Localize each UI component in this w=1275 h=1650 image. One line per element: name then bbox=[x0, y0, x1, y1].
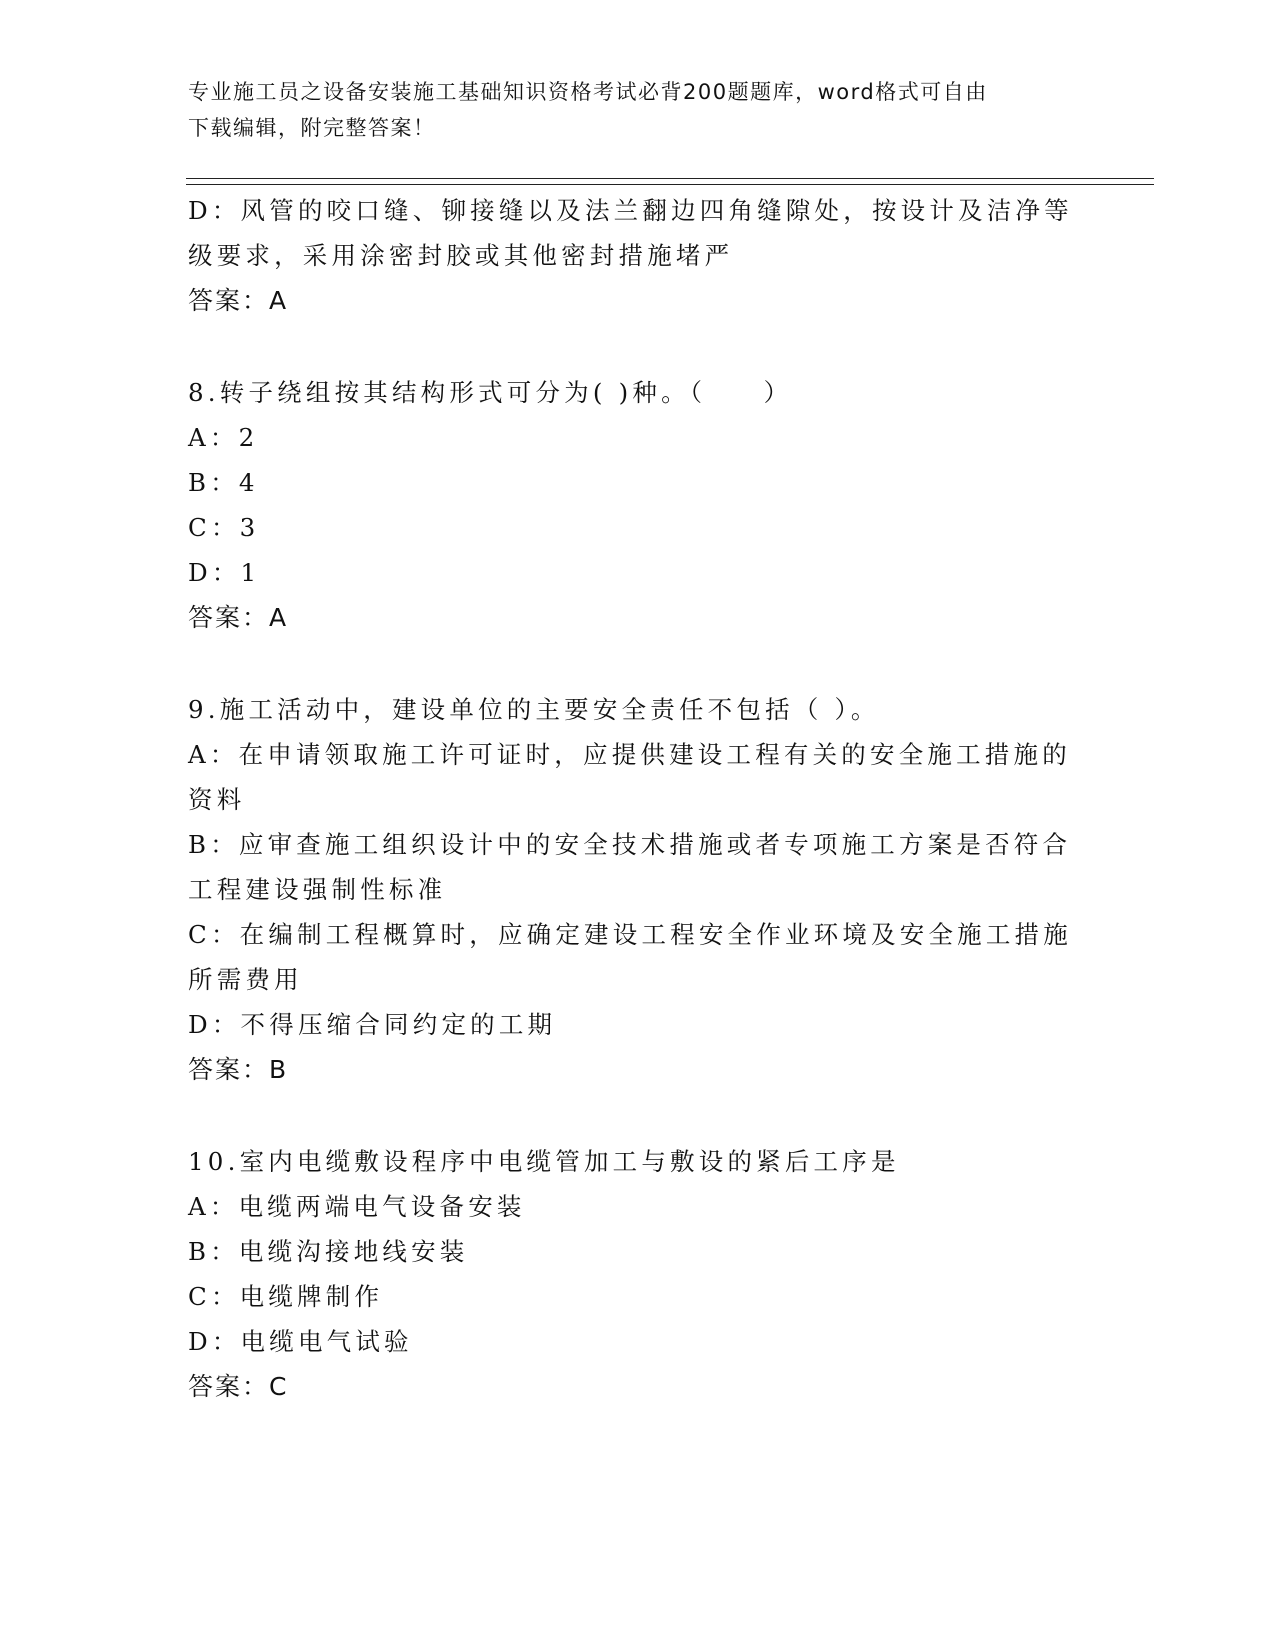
header-divider-bottom bbox=[186, 184, 1154, 185]
answer: 答案：A bbox=[188, 603, 289, 632]
option-d: D：不得压缩合同约定的工期 bbox=[188, 1010, 557, 1039]
option-b-continued: 工程建设强制性标准 bbox=[188, 875, 447, 904]
option-a: A：2 bbox=[188, 423, 259, 452]
question-10 bbox=[188, 1139, 1068, 1409]
question-list bbox=[188, 188, 1073, 1409]
option-a-continued: 资料 bbox=[188, 785, 246, 814]
option-c: C：电缆牌制作 bbox=[188, 1282, 384, 1311]
option-d: D：1 bbox=[188, 558, 261, 587]
answer: 答案：C bbox=[188, 1372, 289, 1401]
option-c: C：在编制工程概算时，应确定建设工程安全作业环境及安全施工措施 bbox=[188, 920, 1072, 949]
header-line-2: 下载编辑，附完整答案！ bbox=[188, 116, 436, 140]
option-c-continued: 所需费用 bbox=[188, 965, 303, 994]
question-stem: 9.施工活动中，建设单位的主要安全责任不包括（ ）。 bbox=[188, 695, 880, 724]
answer: 答案：B bbox=[188, 1055, 289, 1084]
answer: 答案：A bbox=[188, 286, 289, 315]
previous-question-tail bbox=[188, 188, 1073, 323]
option-d: D：风管的咬口缝、铆接缝以及法兰翻边四角缝隙处，按设计及洁净等 bbox=[188, 196, 1073, 225]
option-a: A：电缆两端电气设备安装 bbox=[188, 1192, 526, 1221]
question-stem: 10.室内电缆敷设程序中电缆管加工与敷设的紧后工序是 bbox=[188, 1147, 900, 1176]
option-b: B：4 bbox=[188, 468, 259, 497]
question-stem: 8.转子绕组按其结构形式可分为( )种。（ ） bbox=[188, 378, 793, 407]
option-d: D：电缆电气试验 bbox=[188, 1327, 413, 1356]
option-a: A：在申请领取施工许可证时，应提供建设工程有关的安全施工措施的 bbox=[188, 740, 1071, 769]
question-9 bbox=[188, 687, 1072, 1092]
option-d-continued: 级要求，采用涂密封胶或其他密封措施堵严 bbox=[188, 241, 734, 270]
header-line-1: 专业施工员之设备安装施工基础知识资格考试必背200题题库，word格式可自由 bbox=[188, 80, 988, 104]
option-b: B：电缆沟接地线安装 bbox=[188, 1237, 469, 1266]
option-b: B：应审查施工组织设计中的安全技术措施或者专项施工方案是否符合 bbox=[188, 830, 1072, 859]
question-8 bbox=[188, 370, 1068, 640]
option-c: C：3 bbox=[188, 513, 260, 542]
document-header bbox=[188, 74, 1068, 146]
header-divider-top bbox=[186, 178, 1154, 179]
